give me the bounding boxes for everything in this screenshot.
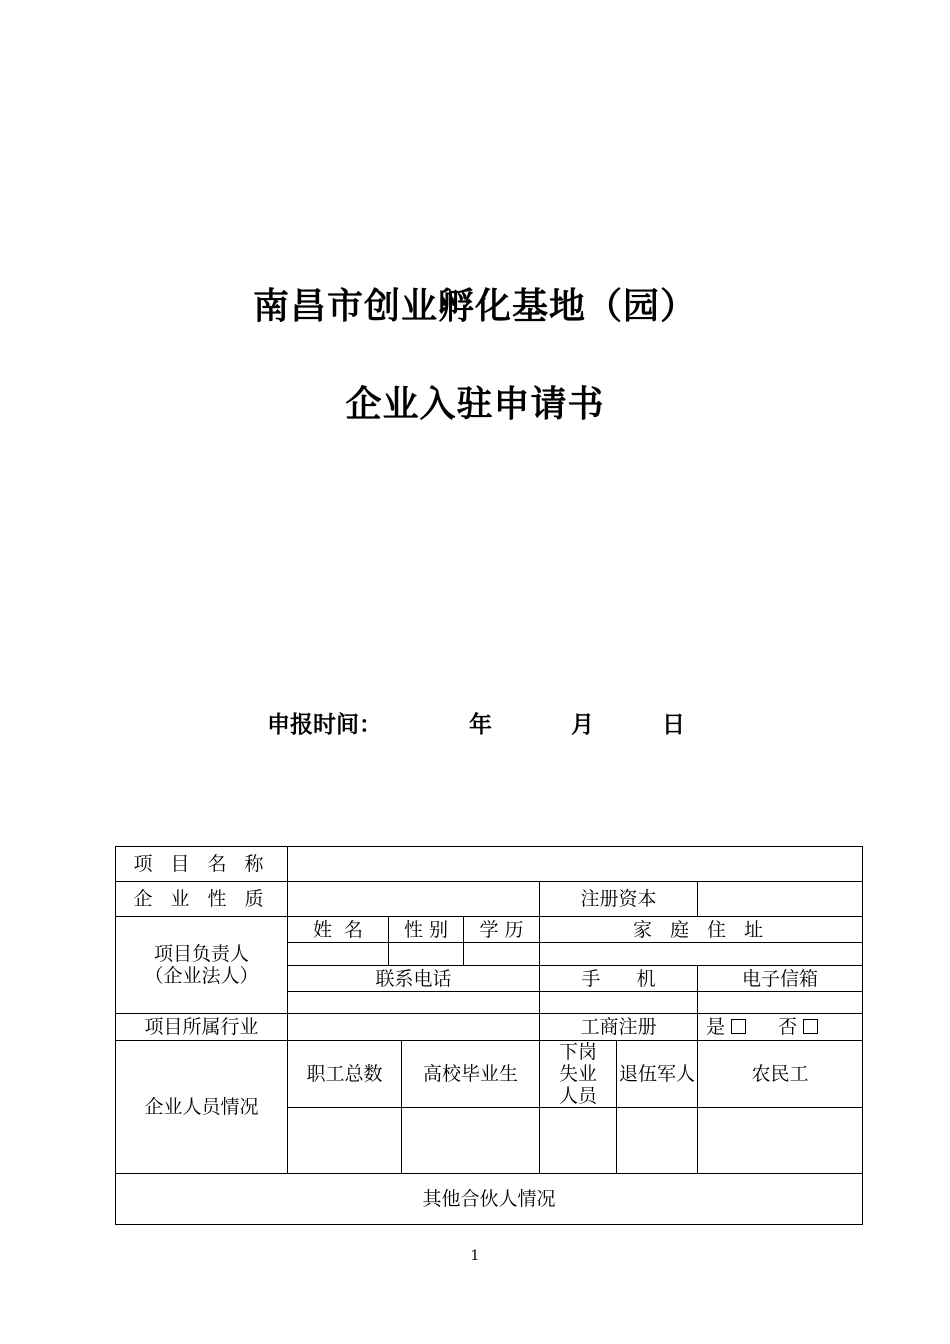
contact-phone-label: 联系电话: [288, 966, 540, 992]
document-title: 南昌市创业孵化基地（园）: [252, 286, 697, 327]
date-year-label: 年: [469, 712, 492, 738]
graduates-field[interactable]: [402, 1108, 540, 1174]
project-leader-label-line1: 项目负责人: [153, 943, 249, 965]
date-month-label: 月: [571, 712, 594, 738]
laid-off-field[interactable]: [540, 1108, 617, 1174]
mobile-label: 手 机: [540, 966, 698, 992]
registered-capital-field[interactable]: [698, 882, 863, 917]
business-registration-choice: [698, 1014, 863, 1041]
veterans-label: 退伍军人: [617, 1041, 698, 1108]
application-form-table: [115, 846, 863, 1225]
yes-checkbox[interactable]: [731, 1019, 746, 1034]
veterans-field[interactable]: [617, 1108, 698, 1174]
date-day-label: 日: [662, 712, 685, 738]
education-label: 学 历: [464, 917, 540, 943]
graduates-label: 高校毕业生: [402, 1041, 540, 1108]
document-subtitle: 企业入驻申请书: [345, 384, 605, 425]
home-address-label: 家 庭 住 址: [540, 917, 863, 943]
total-staff-label: 职工总数: [288, 1041, 402, 1108]
staff-situation-label: 企业人员情况: [116, 1041, 288, 1174]
no-checkbox[interactable]: [803, 1019, 818, 1034]
project-name-label: 项 目 名 称: [116, 847, 288, 882]
company-nature-field[interactable]: [288, 882, 540, 917]
migrant-workers-label: 农民工: [698, 1041, 863, 1108]
page-number: 1: [470, 1248, 480, 1264]
yes-label: 是: [706, 1016, 726, 1038]
date-label: 申报时间：: [267, 712, 382, 738]
total-staff-field[interactable]: [288, 1108, 402, 1174]
education-field[interactable]: [464, 943, 540, 966]
project-leader-label-line2: （企业法人）: [144, 965, 259, 987]
laid-off-label: 下岗失业人员: [540, 1041, 617, 1108]
gender-field[interactable]: [389, 943, 464, 966]
email-label: 电子信箱: [698, 966, 863, 992]
partners-heading: 其他合伙人情况: [116, 1174, 863, 1225]
industry-label: 项目所属行业: [116, 1014, 288, 1041]
home-address-field[interactable]: [540, 943, 863, 966]
company-nature-label: 企 业 性 质: [116, 882, 288, 917]
industry-field[interactable]: [288, 1014, 540, 1041]
no-label: 否: [778, 1016, 798, 1038]
email-field[interactable]: [698, 992, 863, 1014]
mobile-field[interactable]: [540, 992, 698, 1014]
business-registration-label: 工商注册: [540, 1014, 698, 1041]
name-label: 姓 名: [288, 917, 389, 943]
migrant-workers-field[interactable]: [698, 1108, 863, 1174]
name-field[interactable]: [288, 943, 389, 966]
gender-label: 性 别: [389, 917, 464, 943]
registered-capital-label: 注册资本: [540, 882, 698, 917]
project-leader-label: [116, 917, 288, 1014]
project-name-field[interactable]: [288, 847, 863, 882]
contact-phone-field[interactable]: [288, 992, 540, 1014]
